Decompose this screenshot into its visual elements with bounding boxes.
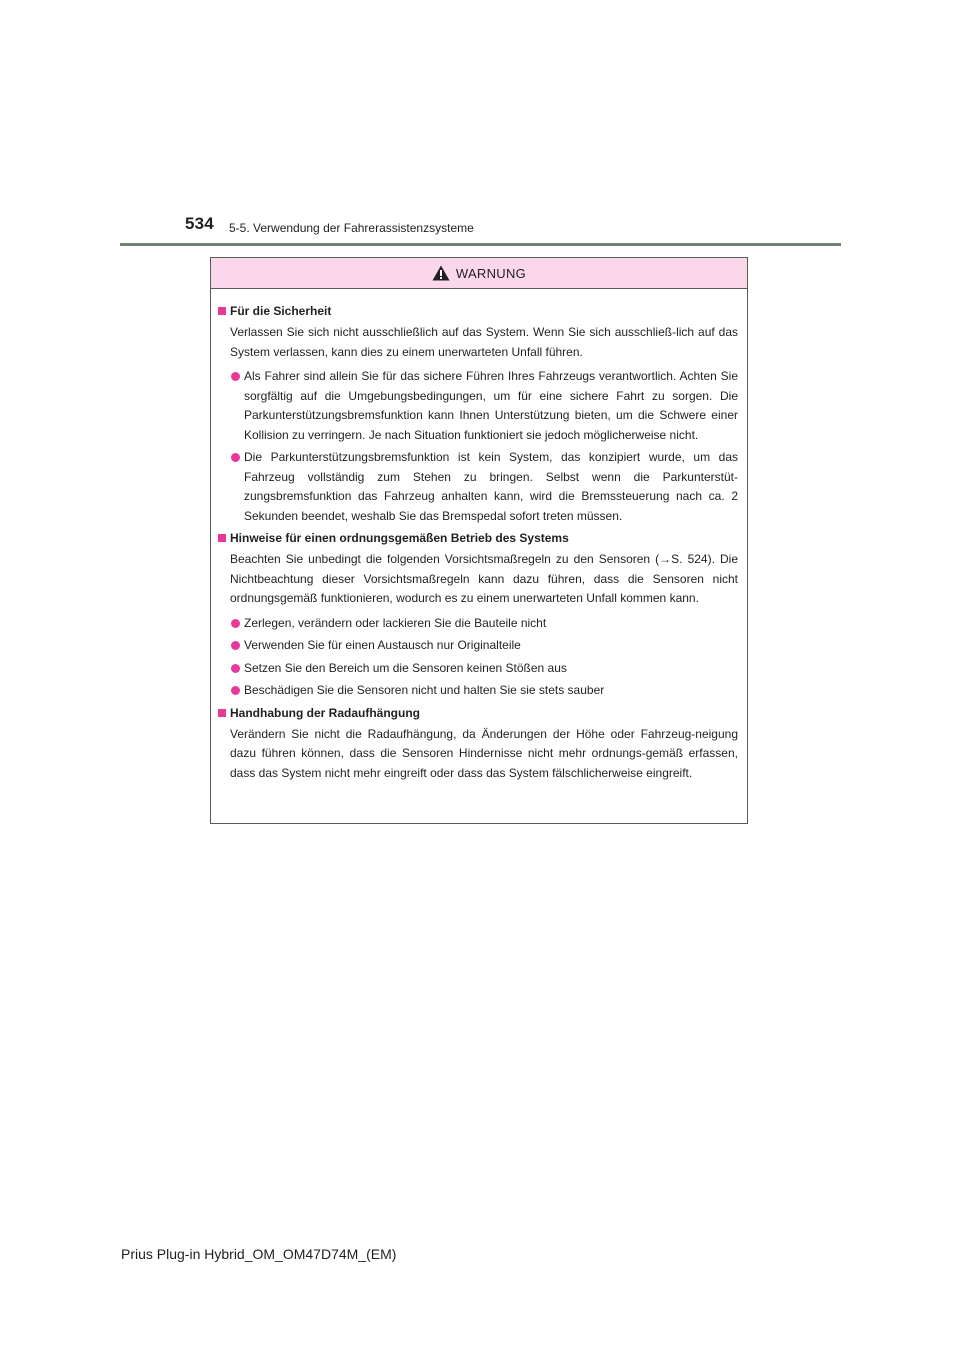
round-bullet-icon [231, 641, 240, 650]
square-bullet-icon [218, 709, 226, 717]
warning-title: WARNUNG [455, 265, 527, 281]
paragraph: Beachten Sie unbedingt die folgenden Vorsichtsmaßregeln zu den Sensoren (→S. 524). Die Nichtbeachtung dieser Vorsichtsmaßregeln kann dazu führen, dass die Sensoren nicht ordnungsgemäß funktionieren, wodurch es zu einem unerwarteten Unfall kommen kann. [230, 552, 738, 605]
bullet-text: Die Parkunterstützungsbremsfunktion ist kein System, das konzipiert wurde, um das Fahrzeug vollständig zum Stehen zu bringen. Selbst wenn die Parkunterstüt-zungsbremsfunktion das Fahrzeug anhalten kann, wird die Bremssteuerung nach ca. 2 Sekunden beendet, weshalb Sie das Bremspedal sofort treten müssen. [244, 450, 738, 523]
page-number: 534 [185, 214, 214, 233]
section-title: 5-5. Verwendung der Fahrerassistenzsysteme [229, 221, 474, 235]
bullet-item [218, 448, 738, 526]
heading-text: Hinweise für einen ordnungsgemäßen Betrieb des Systems [230, 531, 569, 545]
section-heading [218, 704, 738, 723]
bullet-text: Setzen Sie den Bereich um die Sensoren keinen Stößen aus [244, 660, 567, 675]
bullet-text: Zerlegen, verändern oder lackieren Sie die Bauteile nicht [244, 615, 547, 630]
section-heading [218, 529, 738, 548]
bullet-item [218, 367, 738, 445]
warning-triangle-icon [432, 265, 450, 281]
bullet-text: Beschädigen Sie die Sensoren nicht und halten Sie sie stets sauber [244, 683, 605, 697]
round-bullet-icon [231, 619, 240, 628]
bullet-item [218, 614, 738, 634]
bullet-item [218, 659, 738, 679]
square-bullet-icon [218, 307, 226, 315]
bullet-text: Als Fahrer sind allein Sie für das sichere Führen Ihres Fahrzeugs verantwortlich. Achten Sie sorgfältig auf die Umgebungsbedingungen, um für eine sichere Fahrt zu sorgen. Die Parkunterstützungsbremsfunktion kann Ihnen Unterstützung bieten, um die Schwere einer Kollision zu verringern. Je nach Situation funktioniert sie jedoch möglicherweise nicht. [244, 369, 738, 442]
round-bullet-icon [231, 664, 240, 673]
warning-box [210, 257, 748, 824]
section-heading [218, 302, 738, 321]
square-bullet-icon [218, 534, 226, 542]
round-bullet-icon [231, 686, 240, 695]
round-bullet-icon [231, 372, 240, 381]
paragraph: Verändern Sie nicht die Radaufhängung, da Änderungen der Höhe oder Fahrzeug-neigung dazu führen können, dass die Sensoren Hindernisse nicht mehr ordnungs-gemäß erfassen, dass das System nicht mehr eingreift oder dass das System fälschlicherweise eingreift. [230, 726, 738, 780]
round-bullet-icon [231, 453, 240, 462]
footer-document-id: Prius Plug-in Hybrid_OM_OM47D74M_(EM) [121, 1246, 397, 1262]
warning-header [211, 258, 747, 289]
heading-text: Handhabung der Radaufhängung [230, 705, 420, 720]
paragraph: Verlassen Sie sich nicht ausschließlich auf das System. Wenn Sie sich ausschließ-lich auf das System verlassen, kann dies zu einem unerwarteten Unfall führen. [230, 325, 738, 359]
bullet-text: Verwenden Sie für einen Austausch nur Originalteile [244, 638, 521, 652]
warning-body [211, 289, 747, 783]
bullet-item [218, 681, 738, 701]
heading-text: Für die Sicherheit [230, 304, 332, 318]
header-rule [120, 243, 841, 246]
bullet-item [218, 636, 738, 656]
